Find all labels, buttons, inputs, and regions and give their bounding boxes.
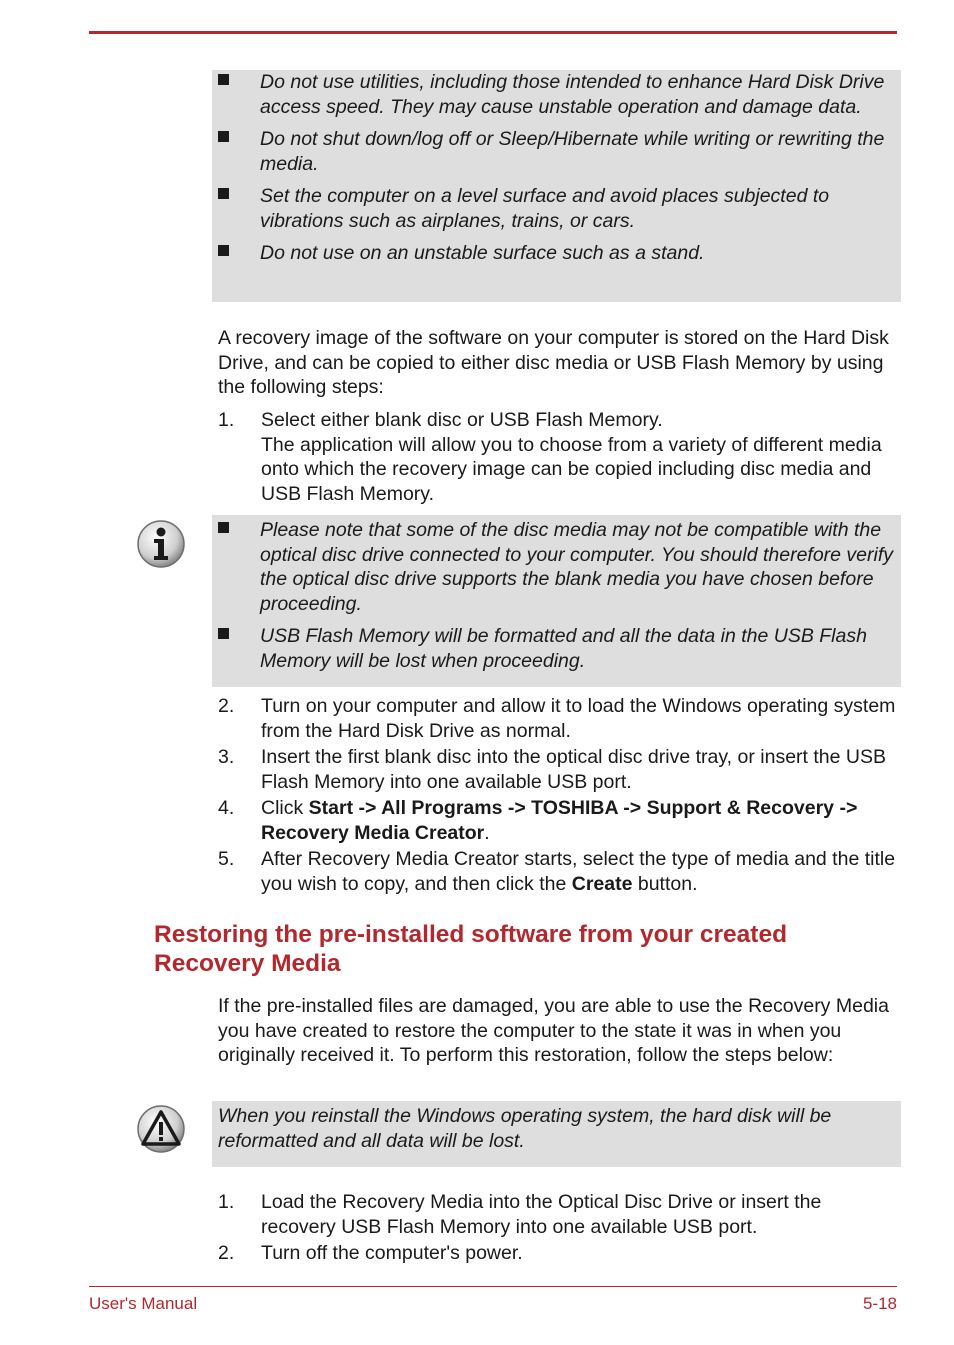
step-number: 2. xyxy=(218,695,235,717)
bullet-square-icon xyxy=(218,628,229,639)
note-box xyxy=(212,515,901,687)
step-text: Insert the first blank disc into the optical disc drive tray, or insert the USB Flash Memory into one available USB port. xyxy=(261,746,886,793)
list-item xyxy=(218,694,898,743)
step-number: 3. xyxy=(218,746,235,768)
step-text: Turn off the computer's power. xyxy=(261,1242,523,1264)
list-item: Please note that some of the disc media may not be compatible with the optical disc drive connected to your computer. You should therefore verify the optical disc drive supports the blank media you have chosen before proceeding. xyxy=(212,518,901,616)
warning-box xyxy=(212,1101,901,1167)
step-text: After Recovery Media Creator starts, select the type of media and the title you wish to copy, and then click the xyxy=(261,848,896,895)
step-number: 4. xyxy=(218,797,235,819)
list-item xyxy=(218,745,898,794)
bullet-square-icon xyxy=(218,74,229,85)
list-item xyxy=(218,796,898,845)
step-text: Select either blank disc or USB Flash Memory. xyxy=(261,409,663,431)
step-text: Click xyxy=(261,797,309,819)
caution-list-box xyxy=(212,70,901,302)
warning-text: When you reinstall the Windows operating system, the hard disk will be reformatted and all data will be lost. xyxy=(218,1105,832,1152)
intro-paragraph: A recovery image of the software on your computer is stored on the Hard Disk Drive, and can be copied to either disc media or USB Flash Memory by using the following steps: xyxy=(218,327,889,398)
bullet-square-icon xyxy=(218,245,229,256)
create-label: Create xyxy=(571,872,633,895)
steps-list-2 xyxy=(218,694,898,896)
list-item: Do not shut down/log off or Sleep/Hibernate while writing or rewriting the media. xyxy=(212,127,901,176)
bullet-square-icon xyxy=(218,188,229,199)
footer-title: User's Manual xyxy=(89,1294,198,1313)
list-item: Set the computer on a level surface and avoid places subjected to vibrations such as airplanes, trains, or cars. xyxy=(212,184,901,233)
menu-path: Start -> All Programs -> TOSHIBA -> Support & Recovery -> Recovery Media Creator xyxy=(261,797,858,844)
list-item xyxy=(218,1241,898,1266)
footer-rule xyxy=(89,1286,897,1287)
caution-list xyxy=(212,70,901,266)
header-rule xyxy=(89,31,897,34)
step-number: 2. xyxy=(218,1242,235,1264)
step-text-end: button. xyxy=(632,872,698,895)
step-number: 1. xyxy=(218,1191,235,1213)
section-heading: Restoring the pre-installed software from your created Recovery Media xyxy=(154,921,788,977)
step-text: Load the Recovery Media into the Optical Disc Drive or insert the recovery USB Flash Memory into one available USB port. xyxy=(261,1191,822,1238)
step-number: 5. xyxy=(218,848,235,870)
bullet-square-icon xyxy=(218,131,229,142)
steps-list-3 xyxy=(218,1190,898,1266)
step-text-end: . xyxy=(484,821,490,844)
list-item xyxy=(218,408,898,506)
steps-list-1 xyxy=(218,408,898,506)
info-icon xyxy=(136,519,186,569)
bullet-square-icon xyxy=(218,522,229,533)
step-text: Turn on your computer and allow it to load the Windows operating system from the Hard Disk Drive as normal. xyxy=(261,695,896,742)
list-item: Do not use utilities, including those intended to enhance Hard Disk Drive access speed. They may cause unstable operation and damage data. xyxy=(212,70,901,119)
list-item xyxy=(218,1190,898,1239)
step-detail: The application will allow you to choose from a variety of different media onto which the recovery image can be copied including disc media and USB Flash Memory. xyxy=(261,433,882,505)
list-item xyxy=(218,847,898,896)
note-list xyxy=(212,518,901,673)
list-item: USB Flash Memory will be formatted and all the data in the USB Flash Memory will be lost when proceeding. xyxy=(212,624,901,673)
page-number: 5-18 xyxy=(862,1294,897,1313)
step-number: 1. xyxy=(218,409,235,431)
warning-icon xyxy=(136,1104,186,1154)
list-item: Do not use on an unstable surface such as a stand. xyxy=(212,241,901,266)
restore-paragraph: If the pre-installed files are damaged, you are able to use the Recovery Media you have created to restore the computer to the state it was in when you originally received it. To perform this restoration, follow the steps below: xyxy=(218,995,889,1066)
